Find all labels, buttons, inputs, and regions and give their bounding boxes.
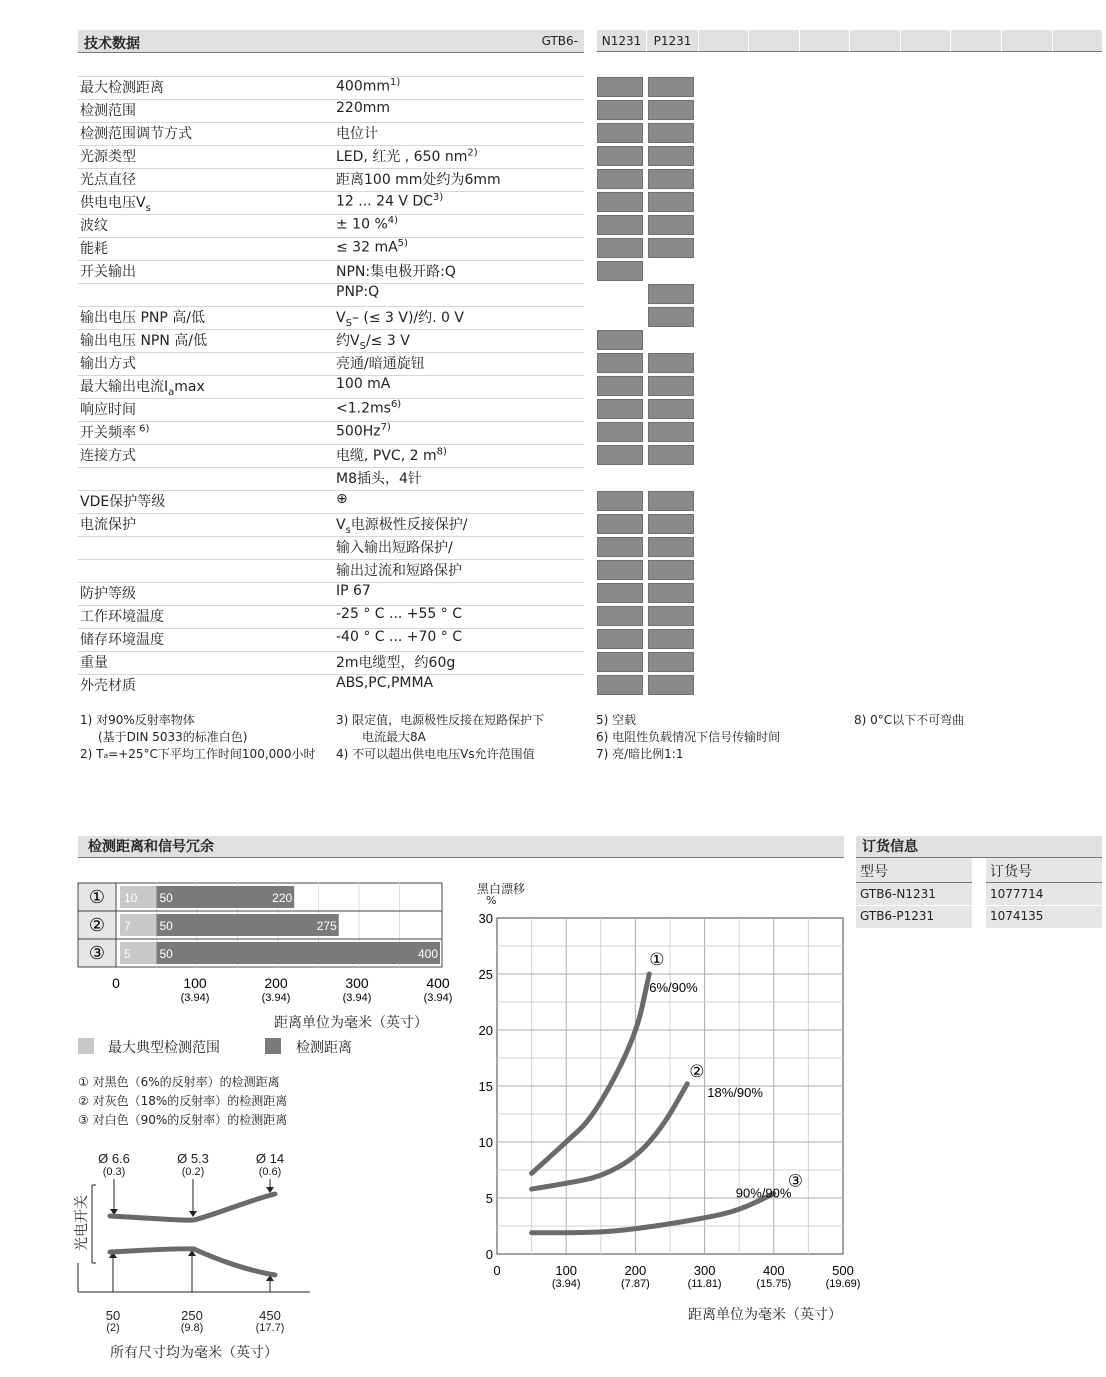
model-prefix: GTB6- bbox=[541, 34, 578, 48]
spec-row-divider bbox=[78, 237, 584, 238]
spec-label: 供电电压$V_s$ bbox=[80, 195, 151, 214]
applicable-cell-p1231 bbox=[648, 77, 694, 97]
variant-empty bbox=[849, 30, 900, 52]
order-line bbox=[856, 882, 972, 883]
applicable-cell-n1231 bbox=[597, 606, 643, 626]
tech-data-header bbox=[78, 30, 584, 53]
applicable-cell-p1231 bbox=[648, 123, 694, 143]
note-grey: ② 对灰色（18%的反射率）的检测距离 bbox=[78, 1094, 288, 1108]
spec-row-divider bbox=[78, 398, 584, 399]
drift-xtick: 0 bbox=[493, 1263, 501, 1278]
beam-dist-1: 50 bbox=[105, 1308, 121, 1323]
applicable-cell-p1231 bbox=[648, 629, 694, 649]
drift-xtick: 500 bbox=[832, 1263, 854, 1278]
spec-label: 输出方式 bbox=[80, 356, 136, 372]
spec-label: 防护等级 bbox=[80, 586, 136, 602]
spec-value: -40 ° C ... +70 ° C bbox=[336, 629, 463, 645]
drift-ytick: 30 bbox=[478, 911, 493, 926]
spec-label: 连接方式 bbox=[80, 448, 136, 464]
applicable-cell-p1231 bbox=[648, 169, 694, 189]
spec-label: 储存环境温度 bbox=[80, 632, 164, 648]
spec-row-divider bbox=[78, 145, 584, 146]
spec-value: IP 67 bbox=[336, 583, 371, 599]
applicable-cell-p1231 bbox=[648, 514, 694, 534]
spec-value: 100 mA bbox=[336, 376, 391, 392]
applicable-cell-n1231 bbox=[597, 330, 643, 350]
spec-value: 输入输出短路保护/ bbox=[336, 540, 453, 556]
spec-value: $V_S-$ (≤ 3 V)/约. 0 V bbox=[336, 310, 464, 329]
spec-row-divider bbox=[78, 582, 584, 583]
spec-label: VDE保护等级 bbox=[80, 494, 166, 510]
spec-row-divider bbox=[78, 513, 584, 514]
spec-row-divider bbox=[78, 444, 584, 445]
bar-marker: ① bbox=[88, 887, 106, 908]
drift-xtick: 300 bbox=[693, 1263, 716, 1278]
footnote: 7) 亮/暗比例1:1 bbox=[596, 747, 684, 761]
applicable-cell-n1231 bbox=[597, 376, 643, 396]
drift-ytick: 0 bbox=[485, 1247, 493, 1262]
drift-series-label: 90%/90% bbox=[735, 1185, 792, 1201]
spec-value: M8插头，4针 bbox=[336, 471, 422, 487]
beam-dia-3-in: (0.6) bbox=[258, 1166, 282, 1178]
applicable-cell-p1231 bbox=[648, 215, 694, 235]
beam-dia-2: Ø 5.3 bbox=[177, 1151, 209, 1166]
drift-series-label: 18%/90% bbox=[707, 1084, 763, 1100]
applicable-cell-p1231 bbox=[648, 192, 694, 212]
spec-label: 外壳材质 bbox=[80, 678, 136, 694]
footnote: 2) Tₐ=+25°C下平均工作时间100,000小时 bbox=[80, 747, 316, 761]
drift-xtick-in: (11.81) bbox=[687, 1278, 722, 1290]
drift-ylabel: 黑白漂移 bbox=[477, 882, 526, 896]
spec-label: 开关频率 $^{6)}$ bbox=[80, 423, 150, 441]
bar-marker: ② bbox=[88, 915, 106, 936]
spec-value: ≤ 32 $mA^{5)}$ bbox=[336, 238, 408, 256]
applicable-cell-n1231 bbox=[597, 629, 643, 649]
spec-value: PNP:Q bbox=[336, 284, 380, 300]
bar-axis-tick-in: (3.94) bbox=[423, 992, 453, 1004]
footnote: (基于DIN 5033的标准白色) bbox=[98, 730, 248, 744]
applicable-cell-n1231 bbox=[597, 261, 643, 281]
applicable-cell-n1231 bbox=[597, 422, 643, 442]
beam-dia-3: Ø 14 bbox=[255, 1151, 285, 1166]
spec-value: LED, 红光 , 650 $nm^{2)}$ bbox=[336, 147, 478, 165]
bar-typical-label: 10 bbox=[124, 891, 138, 905]
applicable-cell-p1231 bbox=[648, 445, 694, 465]
applicable-cell-p1231 bbox=[648, 675, 694, 695]
spec-label: 开关输出 bbox=[80, 264, 136, 280]
spec-value: $V_s$电源极性反接保护/ bbox=[336, 517, 468, 536]
drift-series-marker: ③ bbox=[787, 1171, 804, 1192]
spec-row-divider bbox=[78, 559, 584, 560]
bar-max-label: 400 bbox=[417, 947, 438, 961]
spec-value: 500Hz$^{7)}$ bbox=[336, 422, 391, 440]
applicable-cell-n1231 bbox=[597, 491, 643, 511]
spec-label: 检测范围调节方式 bbox=[80, 126, 192, 142]
spec-row-divider bbox=[78, 283, 584, 284]
section-range-title: 检测距离和信号冗余 bbox=[78, 836, 844, 858]
applicable-cell-n1231 bbox=[597, 238, 643, 258]
spec-value: 12 ... 24 V DC$^{3)}$ bbox=[336, 192, 444, 210]
applicable-cell-p1231 bbox=[648, 307, 694, 327]
spec-value: 约$V_S/\le 3$ V bbox=[336, 333, 410, 352]
beam-dist-2: 250 bbox=[181, 1308, 203, 1323]
reflectance-notes bbox=[78, 1073, 287, 1130]
order-head-model: 型号 bbox=[860, 864, 888, 880]
spec-value: $<1.2ms^{6)}$ bbox=[336, 399, 402, 417]
bar-axis-tick: 100 bbox=[183, 975, 207, 991]
drift-ytick: 5 bbox=[485, 1191, 493, 1206]
applicable-cell-p1231 bbox=[648, 238, 694, 258]
drift-xtick: 100 bbox=[555, 1263, 578, 1278]
applicable-cell-n1231 bbox=[597, 192, 643, 212]
applicable-cell-n1231 bbox=[597, 77, 643, 97]
drift-series-marker: ② bbox=[689, 1061, 705, 1082]
footnotes-col2 bbox=[336, 712, 544, 763]
bar-typical-label: 7 bbox=[124, 919, 131, 933]
legend-range-label: 检测距离 bbox=[296, 1040, 352, 1056]
footnote: 3) 限定值，电源极性反接在短路保护下 bbox=[336, 713, 545, 727]
order-title: 订货信息 bbox=[856, 836, 1102, 858]
drift-ytick: 10 bbox=[478, 1135, 493, 1150]
applicable-cell-p1231 bbox=[648, 399, 694, 419]
note-black: ① 对黑色（6%的反射率）的检测距离 bbox=[78, 1075, 280, 1089]
spec-label: 检测范围 bbox=[80, 103, 136, 119]
spec-value: $400mm^{1)}$ bbox=[336, 77, 401, 95]
drift-xlabel: 距离单位为毫米（英寸） bbox=[688, 1307, 842, 1323]
variant-empty bbox=[799, 30, 849, 52]
applicable-cell-p1231 bbox=[648, 560, 694, 580]
bar-axis-tick: 300 bbox=[345, 975, 369, 991]
spec-label: 波纹 bbox=[80, 218, 108, 234]
footnote: 6) 电阻性负载情况下信号传输时间 bbox=[596, 730, 781, 744]
order-number: 1074135 bbox=[990, 909, 1044, 923]
bar-range bbox=[157, 914, 339, 936]
bar-marker: ③ bbox=[88, 943, 106, 964]
footnotes-col1 bbox=[80, 712, 316, 763]
drift-xtick-in: (15.75) bbox=[756, 1278, 792, 1290]
spec-label: 最大检测距离 bbox=[80, 80, 164, 96]
variant-empty bbox=[1001, 30, 1052, 52]
footnote: 4) 不可以超出供电电压Vs允许范围值 bbox=[336, 747, 535, 761]
beam-dia-1-in: (0.3) bbox=[102, 1166, 126, 1178]
spec-value: 距离100 mm处约为6mm bbox=[336, 172, 501, 188]
bar-min-label: 50 bbox=[159, 891, 173, 905]
bar-max-label: 220 bbox=[272, 891, 293, 905]
drift-series-marker: ① bbox=[649, 950, 665, 970]
beam-dia-1: Ø 6.6 bbox=[98, 1151, 130, 1166]
drift-ytick: 15 bbox=[478, 1079, 493, 1094]
spec-value: NPN:集电极开路:Q bbox=[336, 264, 456, 280]
order-number: 1077714 bbox=[990, 887, 1044, 901]
footnote: 1) 对90%反射率物体 bbox=[80, 713, 195, 727]
drift-line-chart bbox=[460, 905, 880, 1295]
beam-diagram bbox=[70, 1145, 400, 1370]
spec-label: 工作环境温度 bbox=[80, 609, 164, 625]
spec-label: 输出电压 NPN 高/低 bbox=[80, 333, 208, 349]
beam-dist-1-in: (2) bbox=[106, 1322, 120, 1334]
variant-empty bbox=[698, 30, 748, 52]
spec-label: 电流保护 bbox=[80, 517, 136, 533]
drift-series-label: 6%/90% bbox=[649, 980, 698, 995]
legend-typical-label: 最大典型检测范围 bbox=[108, 1040, 220, 1056]
order-line bbox=[986, 905, 1102, 906]
beam-dia-2-in: (0.2) bbox=[181, 1166, 205, 1178]
bar-axis-label: 距离单位为毫米（英寸） bbox=[274, 1015, 428, 1031]
bar-axis-tick: 0 bbox=[112, 975, 120, 991]
footnotes-col3 bbox=[596, 712, 780, 763]
applicable-cell-n1231 bbox=[597, 652, 643, 672]
bar-axis-tick: 400 bbox=[426, 975, 450, 991]
spec-value: 输出过流和短路保护 bbox=[336, 563, 462, 579]
spec-value: 亮通/暗通旋钮 bbox=[336, 356, 425, 372]
applicable-cell-n1231 bbox=[597, 583, 643, 603]
tech-data-title: 技术数据 bbox=[84, 36, 140, 52]
drift-xtick-in: (19.69) bbox=[825, 1278, 861, 1290]
spec-label: 能耗 bbox=[80, 241, 108, 257]
applicable-cell-n1231 bbox=[597, 537, 643, 557]
order-model: GTB6-P1231 bbox=[860, 909, 935, 923]
applicable-cell-p1231 bbox=[648, 376, 694, 396]
variant-empty bbox=[1052, 30, 1102, 52]
applicable-cell-p1231 bbox=[648, 284, 694, 304]
beam-caption: 所有尺寸均为毫米（英寸） bbox=[110, 1344, 278, 1360]
applicable-cell-n1231 bbox=[597, 146, 643, 166]
drift-xtick-in: (3.94) bbox=[551, 1278, 581, 1290]
drift-ytick: 25 bbox=[478, 967, 493, 982]
order-line bbox=[986, 882, 1102, 883]
spec-row-divider bbox=[78, 191, 584, 192]
variant-n1231: N1231 bbox=[596, 30, 646, 52]
footnote: 8) 0°C以下不可弯曲 bbox=[854, 713, 965, 727]
applicable-cell-n1231 bbox=[597, 560, 643, 580]
bar-axis-tick-in: (3.94) bbox=[342, 992, 372, 1004]
footnotes-col4 bbox=[854, 712, 964, 729]
spec-value: 2m电缆型，约60g bbox=[336, 655, 456, 671]
spec-row-divider bbox=[78, 467, 584, 468]
bar-min-label: 50 bbox=[159, 919, 173, 933]
applicable-cell-n1231 bbox=[597, 675, 643, 695]
arrow-head bbox=[189, 1211, 197, 1217]
range-bar-chart bbox=[70, 875, 470, 1035]
applicable-cell-n1231 bbox=[597, 445, 643, 465]
beam-dist-3-in: (17.7) bbox=[255, 1322, 285, 1334]
applicable-cell-n1231 bbox=[597, 169, 643, 189]
bar-max-label: 275 bbox=[316, 919, 337, 933]
spec-row-divider bbox=[78, 214, 584, 215]
bar-typical-label: 5 bbox=[124, 947, 131, 961]
beam-dist-2-in: (9.8) bbox=[180, 1322, 204, 1334]
variant-empty bbox=[900, 30, 950, 52]
spec-label: 重量 bbox=[80, 655, 108, 671]
spec-label: 输出电压 PNP 高/低 bbox=[80, 310, 205, 326]
beam-dist-3: 450 bbox=[259, 1308, 281, 1323]
order-head-number: 订货号 bbox=[990, 864, 1032, 880]
applicable-cell-n1231 bbox=[597, 215, 643, 235]
footnote: 电流最大8A bbox=[362, 730, 426, 744]
applicable-cell-n1231 bbox=[597, 123, 643, 143]
spec-row-divider bbox=[78, 260, 584, 261]
applicable-cell-p1231 bbox=[648, 491, 694, 511]
spec-row-divider bbox=[78, 421, 584, 422]
spec-row-divider bbox=[78, 168, 584, 169]
applicable-cell-n1231 bbox=[597, 353, 643, 373]
drift-ytick: 20 bbox=[478, 1023, 493, 1038]
spec-row-divider bbox=[78, 536, 584, 537]
order-model: GTB6-N1231 bbox=[860, 887, 936, 901]
applicable-cell-p1231 bbox=[648, 606, 694, 626]
bar-axis-tick-in: (3.94) bbox=[180, 992, 210, 1004]
spec-label: 最大输出电流$I_a\max$ bbox=[80, 379, 205, 398]
beam-ylabel: 光电开关 bbox=[73, 1195, 89, 1251]
note-white: ③ 对白色（90%的反射率）的检测距离 bbox=[78, 1113, 288, 1127]
applicable-cell-p1231 bbox=[648, 422, 694, 442]
drift-xtick-in: (7.87) bbox=[621, 1278, 650, 1290]
variant-empty bbox=[748, 30, 799, 52]
spec-value: ABS,PC,PMMA bbox=[336, 675, 434, 691]
variant-empty bbox=[950, 30, 1001, 52]
spec-row-divider bbox=[78, 99, 584, 100]
applicable-cell-n1231 bbox=[597, 399, 643, 419]
applicable-cell-p1231 bbox=[648, 100, 694, 120]
applicable-cell-p1231 bbox=[648, 652, 694, 672]
spec-label: 响应时间 bbox=[80, 402, 136, 418]
spec-value: -25 ° C ... +55 ° C bbox=[336, 606, 463, 622]
spec-value: 电位计 bbox=[336, 126, 378, 142]
drift-xtick: 200 bbox=[624, 1263, 647, 1278]
spec-row-divider bbox=[78, 651, 584, 652]
applicable-cell-p1231 bbox=[648, 353, 694, 373]
applicable-cell-n1231 bbox=[597, 100, 643, 120]
spec-label: 光点直径 bbox=[80, 172, 136, 188]
spec-value: ± 10 %$^{4)}$ bbox=[336, 215, 399, 233]
spec-label: 光源类型 bbox=[80, 149, 136, 165]
spec-value: 电缆, PVC, 2 $m^{8)}$ bbox=[336, 446, 447, 464]
drift-xtick: 400 bbox=[762, 1263, 785, 1278]
legend-range-swatch bbox=[265, 1038, 281, 1054]
spec-row-divider bbox=[78, 352, 584, 353]
bar-axis-tick-in: (3.94) bbox=[261, 992, 291, 1004]
bar-min-label: 50 bbox=[159, 947, 173, 961]
applicable-cell-p1231 bbox=[648, 537, 694, 557]
drift-yunit: % bbox=[486, 894, 497, 907]
bar-axis-tick: 200 bbox=[264, 975, 288, 991]
spec-value: 220mm bbox=[336, 100, 390, 116]
legend-typical-swatch bbox=[78, 1038, 94, 1054]
bar-range bbox=[157, 942, 441, 964]
applicable-cell-n1231 bbox=[597, 514, 643, 534]
footnote: 5) 空载 bbox=[596, 713, 637, 727]
spec-value: ⊕ bbox=[336, 491, 348, 507]
applicable-cell-p1231 bbox=[648, 583, 694, 603]
applicable-cell-p1231 bbox=[648, 146, 694, 166]
spec-row-divider bbox=[78, 674, 584, 675]
variant-p1231: P1231 bbox=[646, 30, 698, 52]
